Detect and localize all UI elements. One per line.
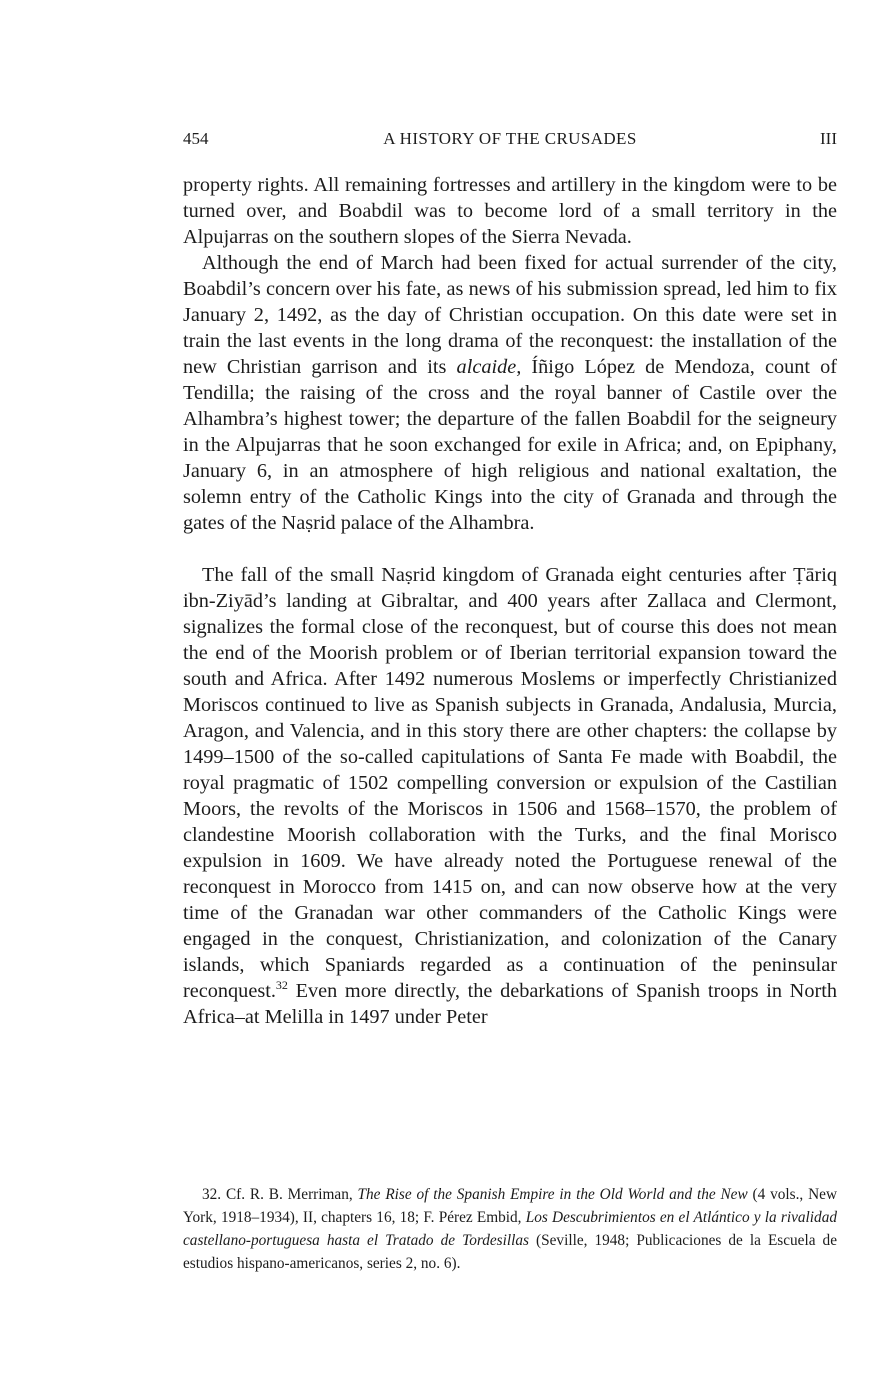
- text-run: Íñigo López de Mendoza, count of Tendilla; the raising of the cross and the royal banner of Castile over the Alhambra’s highest tower; the departure of the fallen Boabdil for the seigneury in the Alpujarras that he soon exchanged for exile in Africa; and, on Epiphany, January 6, in an atmosphere of high religious and national exaltation, the solemn entry of the Catholic Kings into the city of Granada and through the gates of the Naṣrid palace of the Alhambra.: [183, 356, 837, 534]
- volume-number: III: [820, 129, 837, 148]
- footnote-reference: 32: [275, 978, 288, 992]
- footnote-paragraph: [183, 1183, 837, 1275]
- running-title: A HISTORY OF THE CRUSADES: [383, 129, 637, 148]
- paragraph: [183, 250, 837, 536]
- text-run: property rights. All remaining fortresses and artillery in the kingdom were to be turned over, and Boabdil was to become lord of a small territory in the Alpujarras on the southern slopes of the Sierra Nevada.: [183, 174, 837, 248]
- text-run: Although the end of March had been fixed for actual surrender of the city, Boabdil’s concern over his fate, as news of his submission spread, led him to fix January 2, 1492, as the day of Christian occupation. On this date were set in train the last events in the long drama of the reconquest: the installation of the new Christian garrison and its: [183, 252, 837, 378]
- italic-text: Los Descubrimientos en el Atlántico y la rivalidad castellano-portuguesa hasta el Tratado de Tordesillas: [183, 1209, 837, 1249]
- text-run: (4 vols., New York, 1918–1934), II, chapters 16, 18; F. Pérez Embid,: [183, 1186, 837, 1226]
- paragraph: [183, 562, 837, 1030]
- text-run: The fall of the small Naṣrid kingdom of Granada eight centuries after Ṭāriq ibn-Ziyād’s landing at Gibraltar, and 400 years after Zallaca and Clermont, signalizes the formal close of the reconquest, but of course this does not mean the end of the Moorish problem or of Iberian territorial expansion toward the south and Africa. After 1492 numerous Moslems or imperfectly Christianized Moriscos continued to live as Spanish subjects in Granada, Andalusia, Murcia, Aragon, and Valencia, and in this story there are other chapters: the collapse by 1499–1500 of the so-called capitulations of Santa Fe made with Boabdil, the royal pragmatic of 1502 compelling conversion or expulsion of the Castilian Moors, the revolts of the Moriscos in 1506 and 1568–1570, the problem of clandestine Moorish collaboration with the Turks, and the final Morisco expulsion in 1609. We have already noted the Portuguese renewal of the reconquest in Morocco from 1415 on, and can now observe how at the very time of the Granadan war other commanders of the Catholic Kings were engaged in the conquest, Christianization, and colonization of the Canary islands, which Spaniards regarded as a continuation of the peninsular reconquest.: [183, 564, 837, 1002]
- body-text: [183, 172, 837, 1030]
- italic-text: The Rise of the Spanish Empire in the Old World and the New: [357, 1186, 748, 1203]
- paragraph: [183, 172, 837, 250]
- text-run: Even more directly, the debarkations of Spanish troops in North Africa–at Melilla in 1497 under Peter: [183, 980, 837, 1028]
- italic-text: alcaide,: [456, 356, 522, 378]
- footnote: [183, 1183, 837, 1275]
- page-number: 454: [183, 129, 209, 148]
- text-run: (Seville, 1948; Publicaciones de la Escuela de estudios hispano-americanos, series 2, no. 6).: [183, 1232, 837, 1272]
- text-run: 32. Cf. R. B. Merriman,: [202, 1186, 358, 1203]
- running-header: [183, 127, 837, 151]
